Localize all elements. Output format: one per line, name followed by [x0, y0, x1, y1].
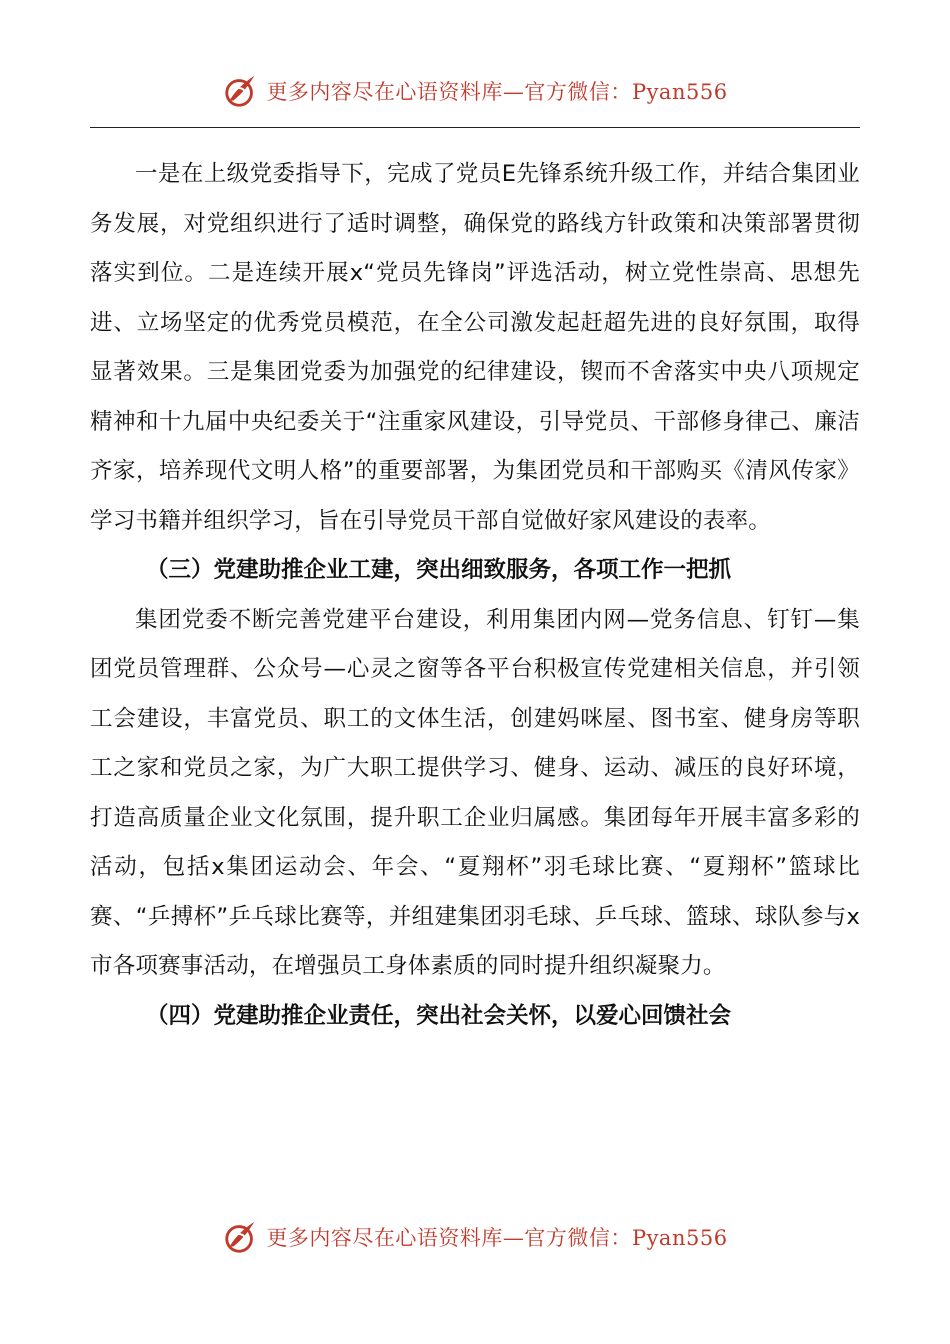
- paragraph: 集团党委不断完善党建平台建设，利用集团内网—党务信息、钉钉—集团党员管理群、公众号—心灵之窗等各平台积极宣传党建相关信息，并引领工会建设，丰富党员、职工的文体生活，创建妈咪屋、图书室、健身房等职工之家和党员之家，为广大职工提供学习、健身、运动、减压的良好环境，打造高质量企业文化氛围，提升职工企业归属感。集团每年开展丰富多彩的活动，包括x集团运动会、年会、“夏翔杯”羽毛球比赛、“夏翔杯”篮球比赛、“乒搏杯”乒乓球比赛等，并组建集团羽毛球、乒乓球、篮球、球队参与x市各项赛事活动，在增强员工身体素质的同时提升组织凝聚力。: [90, 606, 860, 979]
- header-divider: [90, 127, 860, 128]
- banner-text: 更多内容尽在心语资料库—官方微信：Pyan556: [266, 1226, 728, 1250]
- section-heading: （四）党建助推企业责任，突出社会关怀，以爱心回馈社会: [146, 1002, 732, 1029]
- banner-text: 更多内容尽在心语资料库—官方微信：Pyan556: [266, 80, 728, 104]
- quill-circle-icon: [222, 1218, 260, 1256]
- section-heading: （三）党建助推企业工建，突出细致服务，各项工作一把抓: [146, 557, 732, 583]
- quill-circle-icon: [222, 72, 260, 110]
- document-body: [90, 150, 860, 1041]
- footer-banner: [0, 1214, 950, 1260]
- wechat-id: Pyan556: [631, 80, 728, 104]
- wechat-id: Pyan556: [631, 1226, 728, 1250]
- header-banner: [0, 68, 950, 114]
- paragraph: 一是在上级党委指导下，完成了党员E先锋系统升级工作，并结合集团业务发展，对党组织进行了适时调整，确保党的路线方针政策和决策部署贯彻落实到位。二是连续开展x“党员先锋岗”评选活动，树立党性崇高、思想先进、立场坚定的优秀党员模范，在全公司激发起赶超先进的良好氛围，取得显著效果。三是集团党委为加强党的纪律建设，锲而不舍落实中央八项规定精神和十九届中央纪委关于“注重家风建设，引导党员、干部修身律己、廉洁齐家，培养现代文明人格”的重要部署，为集团党员和干部购买《清风传家》学习书籍并组织学习，旨在引导党员干部自觉做好家风建设的表率。: [90, 161, 860, 534]
